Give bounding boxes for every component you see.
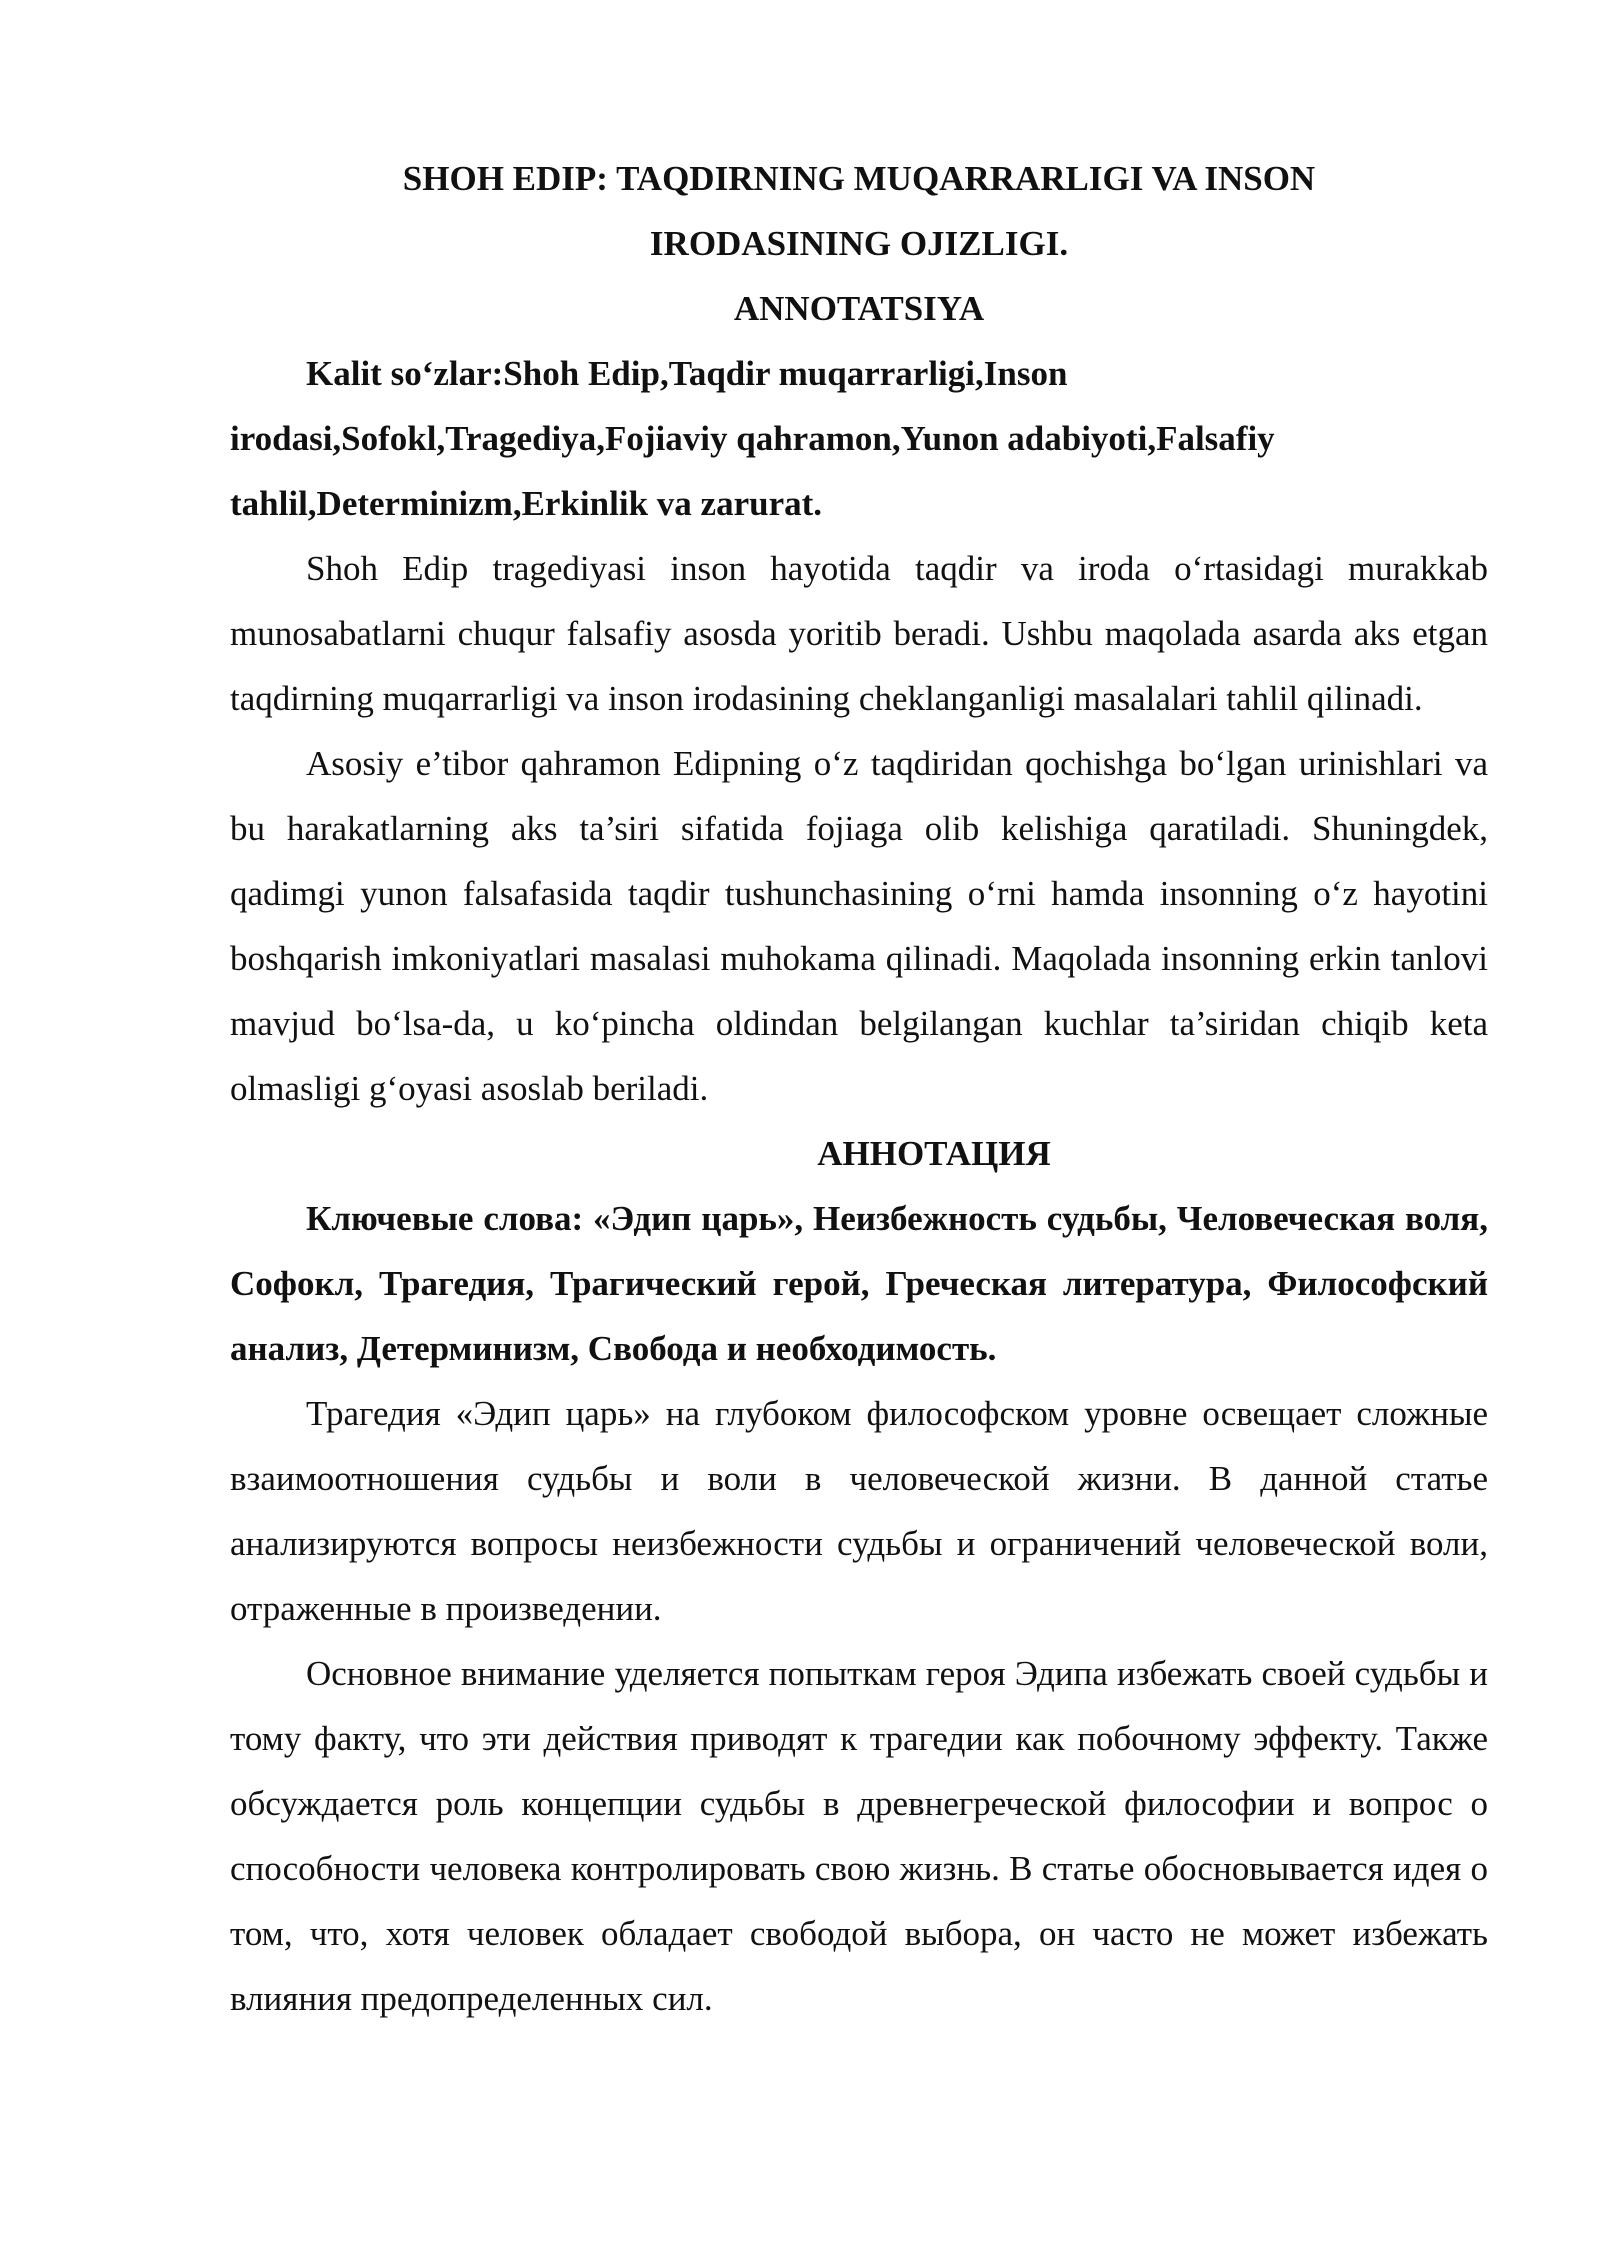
ru-annotation-heading: АННОТАЦИЯ — [817, 1134, 1051, 1173]
uz-paragraph-1: Shoh Edip tragediyasi inson hayotida taqdir va iroda o‘rtasidagi murakkab munosabatlarni chuqur falsafiy asosda yoritib beradi. Ushbu maqolada asarda aks etgan taqdirning muqarrarligi va inson irodasining cheklanganligi masalalari tahlil qilinadi. — [230, 549, 1488, 718]
ru-keywords: Ключевые слова: «Эдип царь», Неизбежность судьбы, Человеческая воля, Софокл, Трагедия, Трагический герой, Греческая литература, Философский анализ, Детерминизм, Свобода и необходимость. — [230, 1199, 1488, 1368]
uz-annotation-heading: ANNOTATSIYA — [733, 289, 985, 328]
document-title-line-2: IRODASINING OJIZLIGI. — [649, 224, 1069, 263]
uz-paragraph-2: Asosiy e’tibor qahramon Edipning o‘z taqdiridan qochishga bo‘lgan urinishlari va bu harakatlarning aks ta’siri sifatida fojiaga olib kelishiga qaratiladi. Shuningdek, qadimgi yunon falsafasida taqdir tushunchasining o‘rni hamda insonning o‘z hayotini boshqarish imkoniyatlari masalasi muhokama qilinadi. Maqolada insonning erkin tanlovi mavjud bo‘lsa-da, u ko‘pincha oldindan belgilangan kuchlar ta’siridan chiqib keta olmasligi g‘oyasi asoslab beriladi. — [230, 744, 1488, 1108]
document-page — [230, 146, 1488, 2031]
document-title-line-1: SHOH EDIP: TAQDIRNING MUQARRARLIGI VA INSON — [402, 159, 1316, 198]
ru-paragraph-2: Основное внимание уделяется попыткам героя Эдипа избежать своей судьбы и тому факту, что эти действия приводят к трагедии как побочному эффекту. Также обсуждается роль концепции судьбы в древнегреческой философии и вопрос о способности человека контролировать свою жизнь. В статье обосновывается идея о том, что, хотя человек обладает свободой выбора, он часто не может избежать влияния предопределенных сил. — [230, 1654, 1488, 2018]
uz-keywords: Kalit so‘zlar:Shoh Edip,Taqdir muqarrarligi,Inson irodasi,Sofokl,Tragediya,Fojiaviy qahramon,Yunon adabiyoti,Falsafiy tahlil,Determinizm,Erkinlik va zarurat. — [230, 354, 1275, 523]
ru-paragraph-1: Трагедия «Эдип царь» на глубоком философском уровне освещает сложные взаимоотношения судьбы и воли в человеческой жизни. В данной статье анализируются вопросы неизбежности судьбы и ограничений человеческой воли, отраженные в произведении. — [230, 1394, 1488, 1628]
